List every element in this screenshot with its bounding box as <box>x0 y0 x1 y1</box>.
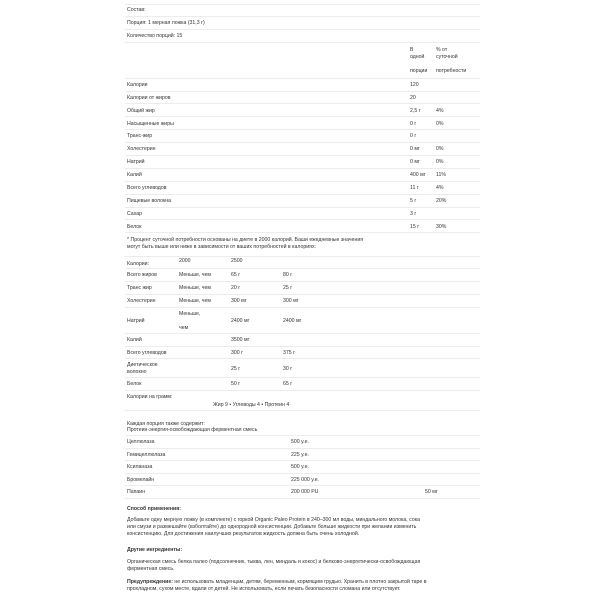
nutrient-label: Общий жир <box>127 107 155 114</box>
nutrient-amount: 3 г <box>410 210 417 217</box>
nutrient-amount: 0 мг <box>410 146 420 153</box>
enzyme-row <box>125 486 480 499</box>
dv-qualifier: Меньше, чем <box>179 284 211 291</box>
dv-qualifier: Меньше, чем <box>179 297 211 304</box>
dv-2000: 20 г <box>231 284 241 291</box>
dv-2000: 300 г <box>231 349 243 356</box>
nutrient-dv: 20% <box>436 197 447 204</box>
nutrient-label: Транс-жир <box>127 133 153 140</box>
header-per-serving-1: В <box>410 46 414 53</box>
nutrient-label: Натрий <box>127 159 145 166</box>
dv-label: Белок <box>127 381 142 388</box>
nutrient-label: Калории от жиров <box>127 94 171 101</box>
dv-row <box>125 378 480 391</box>
dv-2500: 2400 мг <box>283 317 302 324</box>
nutrient-dv: 4% <box>436 184 444 191</box>
header-per-serving-3: порции <box>410 67 428 74</box>
dv-2000: 25 г <box>231 365 241 372</box>
other-ingredients-line-1: Органическая смесь белка палео (подсолнечник, тыква, лен, миндаль и кокос) и белково-энергетически-освобождающая <box>127 559 421 565</box>
enzyme-name: Целлюлаза <box>127 439 155 445</box>
dv-label: Калий <box>127 336 142 343</box>
enzyme-value: 225 000 у.е. <box>291 476 320 483</box>
enzyme-row <box>125 474 480 487</box>
enzyme-row <box>125 461 480 474</box>
dv-2000: 2400 мг <box>231 317 250 324</box>
dv-2500: 375 г <box>283 349 295 356</box>
nutrient-amount: 20 <box>410 94 416 101</box>
dv-label: Всего жиров <box>127 272 157 278</box>
nutrient-amount: 5 г <box>410 197 417 204</box>
header-per-serving-2: одной <box>410 53 425 60</box>
nutrition-row <box>125 104 480 117</box>
enzyme-name: Бромелайн <box>127 476 155 483</box>
dv-qualifier-2: чем <box>179 324 189 331</box>
dv-2000: 3500 мг <box>231 336 250 343</box>
dv-cal-2000: 2000 <box>179 258 191 264</box>
enzymes-table <box>125 418 480 499</box>
daily-values-table <box>125 254 480 411</box>
usage-line-3: консистенцию. Для достижения наилучших результатов жидкость должна быть очень холодной. <box>127 531 360 538</box>
nutrient-dv: 0% <box>436 159 444 166</box>
nutrition-row <box>125 220 480 233</box>
nutrient-label: Калий <box>127 172 142 179</box>
nutrition-row <box>125 156 480 169</box>
dv-qualifier-1: Меньше, <box>179 310 201 317</box>
nutrient-label: Всего углеводов <box>127 184 167 191</box>
dv-2500: 300 мг <box>283 297 299 304</box>
nutrition-row <box>125 195 480 208</box>
footnote-line-1: * Процент суточной потребности основаны на диете в 2000 калорий. Ваши ежедневные значения <box>127 237 364 244</box>
enzyme-name: Ксиланаза <box>127 464 153 471</box>
nutrient-amount: 2,5 г <box>410 107 421 114</box>
nutrient-label: Пищевые волокна <box>127 197 171 204</box>
nutrition-facts-table <box>125 4 480 257</box>
nutrient-amount: 120 <box>410 81 419 88</box>
serving-size-row <box>125 17 480 30</box>
nutrient-dv: 11% <box>436 172 446 179</box>
dv-cal-2500: 2500 <box>231 258 243 264</box>
warning-line-2: прохладном, сухом месте, вдали от детей. Не использовать, если печать безопасности сломана или отсутствует. <box>127 586 401 593</box>
nutrition-header-row <box>125 43 480 79</box>
nutrient-amount: 0 г <box>410 133 417 140</box>
per-gram-row <box>125 391 480 411</box>
enzyme-name: Гемицеллюлаза <box>127 451 166 458</box>
nutrient-label: Сахар <box>127 210 142 217</box>
dv-row <box>125 295 480 308</box>
nutrition-row <box>125 182 480 195</box>
nutrient-amount: 11 г <box>410 184 419 191</box>
dv-label: Холестерин <box>127 297 156 304</box>
composition-title-row <box>125 4 480 17</box>
dv-2500: 80 г <box>283 272 293 278</box>
per-gram-value: Жир 9 • Углеводы 4 • Протеин 4 <box>213 402 290 409</box>
dv-label-1: Диетическое <box>127 362 158 369</box>
header-dv-2: суточной <box>436 53 458 60</box>
nutrient-amount: 0 мг <box>410 159 420 166</box>
enzyme-value: 500 у.е. <box>291 464 309 471</box>
nutrient-dv: 4% <box>436 107 444 114</box>
dv-label: Всего углеводов <box>127 349 167 356</box>
nutrition-row <box>125 143 480 156</box>
dv-2000: 300 мг <box>231 297 247 304</box>
usage-line-1: Добавьте одну мерную ложку (в комплекте) с горкой Organic Paleo Protein в 240–300 мл воды, миндального молока, сока <box>127 517 420 523</box>
header-dv-1: % от <box>436 46 448 53</box>
warning-line-1: не использовать младенцам, детям, беременным, кормящим грудью. Хранить в плотно закрытой таре в <box>172 579 427 585</box>
warning-label: Предупреждение: <box>127 579 173 585</box>
dv-2500: 30 г <box>283 365 293 372</box>
nutrient-dv: 0% <box>436 146 444 153</box>
dv-row <box>125 347 480 360</box>
enzyme-row <box>125 449 480 462</box>
footnote-line-2: могут быть выше или ниже в зависимости от ваших потребностей в калориях: <box>127 244 316 251</box>
other-ingredients-title: Другие ингредиенты: <box>127 547 183 553</box>
dv-2500: 65 г <box>283 381 293 388</box>
serving-size: Порция: 1 мерная ложка (31,3 г) <box>127 20 205 27</box>
dv-label: Натрий <box>127 317 145 324</box>
enzyme-row <box>125 436 480 449</box>
nutrient-amount: 400 мг <box>410 172 426 179</box>
dv-row <box>125 282 480 295</box>
enzymes-intro-1: Каждая порция также содержит: <box>127 421 205 427</box>
servings-count: Количество порций: 15 <box>127 32 183 39</box>
warning-text <box>127 579 487 593</box>
dv-row <box>125 334 480 347</box>
nutrition-row <box>125 79 480 92</box>
nutrient-dv: 0% <box>436 120 444 127</box>
enzymes-intro-2: Протеин-энергия-освобождающая ферментная смесь <box>127 427 258 433</box>
composition-title: Состав: <box>127 7 146 14</box>
dv-2500: 25 г <box>283 284 293 291</box>
usage-text <box>127 517 487 539</box>
enzymes-intro-row <box>125 418 480 436</box>
nutrition-row <box>125 208 480 221</box>
enzyme-value: 500 у.е. <box>291 439 309 445</box>
enzyme-value: 200 000 PU <box>291 489 319 496</box>
dv-label: Транс жир <box>127 284 152 291</box>
header-dv-3: потребности <box>436 67 467 74</box>
nutrient-label: Холестерин <box>127 146 156 153</box>
enzyme-extra: 50 мг <box>425 489 438 496</box>
dv-calories-label: Калории: <box>127 261 149 267</box>
nutrition-row <box>125 117 480 130</box>
enzyme-value: 225 у.е. <box>291 451 309 458</box>
nutrient-dv: 30% <box>436 223 447 230</box>
nutrient-label: Белок <box>127 223 142 230</box>
dv-qualifier: Меньше, чем <box>179 272 211 278</box>
other-ingredients-line-2: ферментная смесь. <box>127 566 175 573</box>
nutrient-amount: 15 г <box>410 223 420 230</box>
usage-line-2: или смузи и размешайте (взболтайте) до однородной консистенции. Добавьте больше жидкости при желании изменить <box>127 524 417 531</box>
dv-row <box>125 308 480 334</box>
nutrition-row <box>125 169 480 182</box>
dv-2000: 50 г <box>231 381 241 388</box>
dv-row <box>125 359 480 378</box>
nutrient-label: Насыщенные жиры <box>127 120 174 127</box>
per-gram-label: Калории на грамм: <box>127 394 173 401</box>
dv-row <box>125 269 480 282</box>
nutrient-label: Калории <box>127 81 148 88</box>
enzyme-name: Папаин <box>127 489 146 496</box>
nutrition-row <box>125 92 480 105</box>
nutrition-row <box>125 130 480 143</box>
nutrient-amount: 0 г <box>410 120 417 127</box>
dv-2000: 65 г <box>231 272 241 278</box>
dv-label-2: волокно <box>127 368 147 375</box>
usage-title: Способ применения: <box>127 506 181 512</box>
other-ingredients-text <box>127 559 487 573</box>
dv-calories-row <box>125 254 480 269</box>
servings-count-row <box>125 30 480 43</box>
